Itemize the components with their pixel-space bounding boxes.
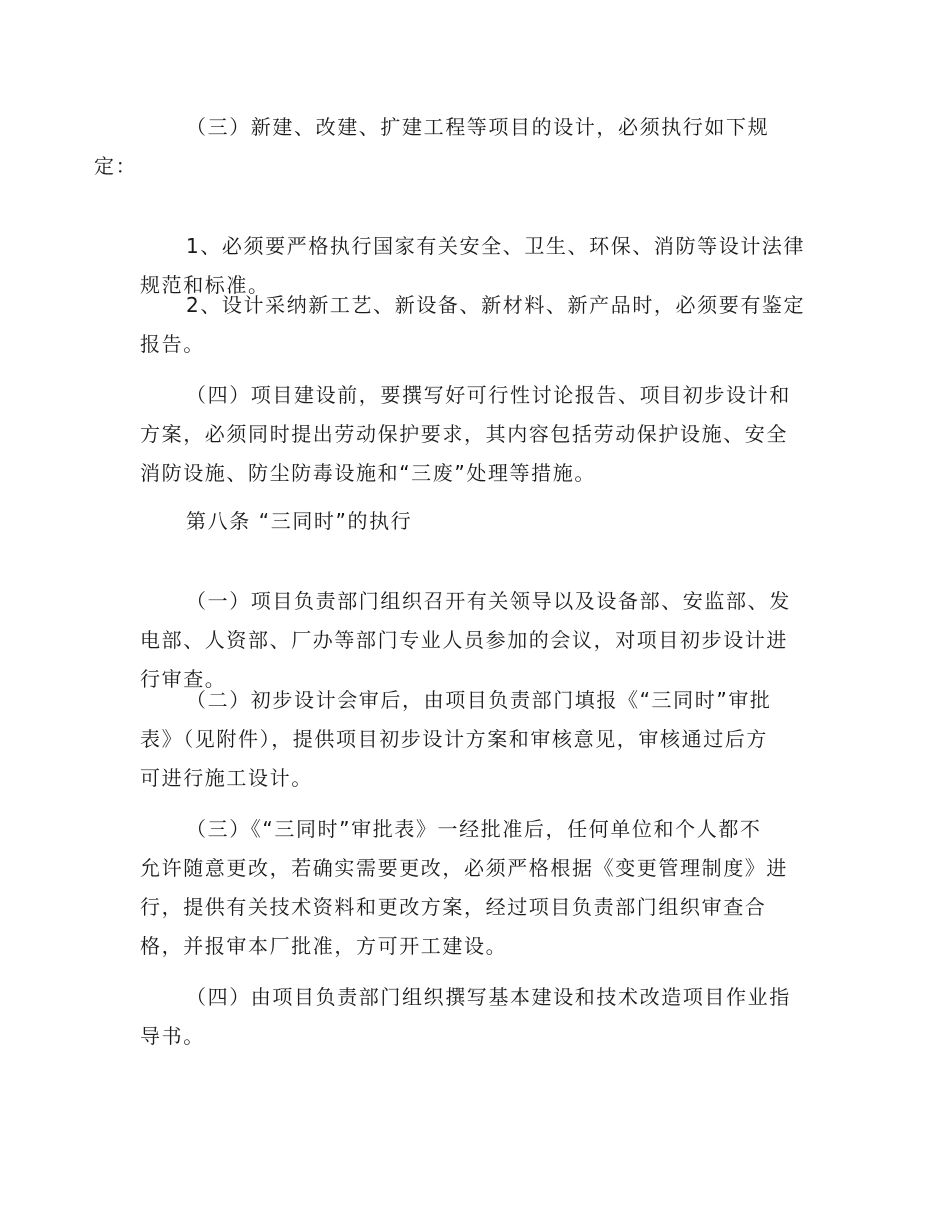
paragraph-work-instructions [140,978,810,1056]
text-line: 消防设施、防尘防毒设施和“三废”处理等措施。 [140,461,596,485]
text-line: 允许随意更改，若确实需要更改，必须严格根据《变更管理制度》进 [140,856,788,880]
text-line: 行审查。 [140,667,227,691]
text-line: 导书。 [140,1024,205,1048]
paragraph-rule-2-text [140,286,810,364]
paragraph-before-construction [140,376,810,493]
text-line: （四）由项目负责部门组织撰写基本建设和技术改造项目作业指 [186,985,791,1009]
text-line: 可进行施工设计。 [140,766,313,790]
text-line: （二）初步设计会审后，由项目负责部门填报《“三同时”审批 [186,688,772,712]
text-line: 2、设计采纳新工艺、新设备、新材料、新产品时，必须要有鉴定 [186,293,806,317]
text-line: 表》（见附件），提供项目初步设计方案和审核意见，审核通过后方 [140,727,768,751]
text-line: 第八条 “三同时”的执行 [186,509,413,533]
text-line: 电部、人资部、厂办等部门专业人员参加的会议，对项目初步设计进 [140,628,788,652]
paragraph-approval-form [140,681,810,798]
text-line: 方案，必须同时提出劳动保护要求，其内容包括劳动保护设施、安全 [140,422,788,446]
text-line: 行，提供有关技术资料和更改方案，经过项目负责部门组织审查合 [140,895,767,919]
text-line: 1、必须要严格执行国家有关安全、卫生、环保、消防等设计法律 [186,234,806,258]
text-line: 定： [94,154,138,178]
text-line: 格，并报审本厂批准，方可开工建设。 [140,934,508,958]
paragraph-design-rules [94,108,810,186]
text-line: 报告。 [140,332,205,356]
text-line: （四）项目建设前，要撰写好可行性讨论报告、项目初步设计和 [186,383,791,407]
text-line: 规范和标准。 [140,273,270,297]
text-line: （三）新建、改建、扩建工程等项目的设计，必须执行如下规 [186,115,770,139]
text-line: （三）《“三同时”审批表》一经批准后，任何单位和个人都不 [186,817,762,841]
paragraph-change-control [140,810,810,966]
article-eight-heading [140,502,810,541]
text-line: （一）项目负责部门组织召开有关领导以及设备部、安监部、发 [186,589,791,613]
